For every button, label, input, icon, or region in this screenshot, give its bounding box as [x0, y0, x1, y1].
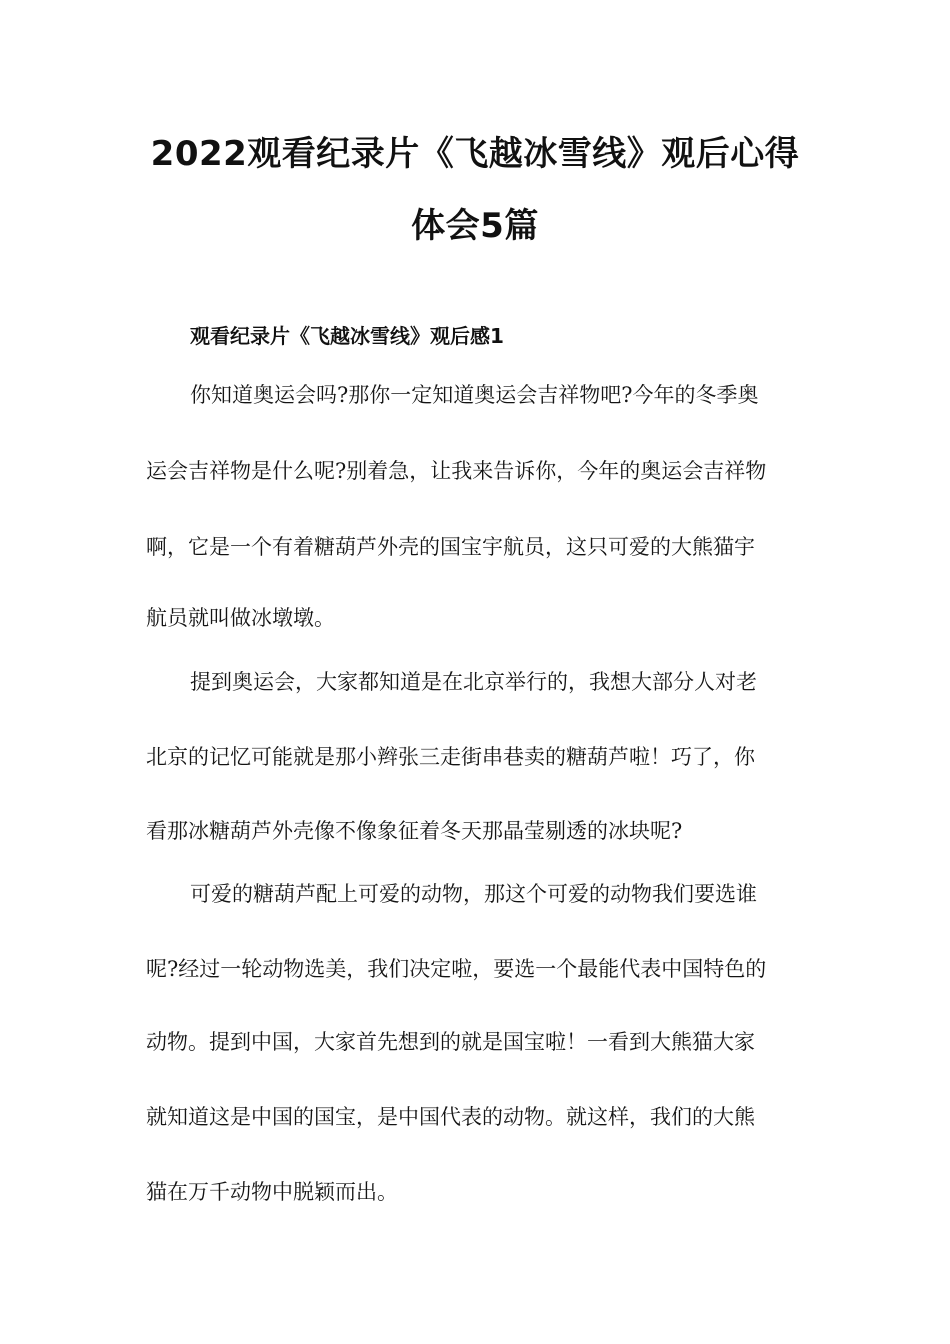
- document-title-line-1: 2022观看纪录片《飞越冰雪线》观后心得: [150, 134, 800, 174]
- paragraph-1-line-3: 啊，它是一个有着糖葫芦外壳的国宝宇航员，这只可爱的大熊猫宇: [146, 535, 755, 559]
- paragraph-3-line-5: 猫在万千动物中脱颖而出。: [146, 1180, 398, 1204]
- document-title-line-2: 体会5篇: [411, 206, 539, 246]
- paragraph-2-line-1: 提到奥运会，大家都知道是在北京举行的，我想大部分人对老: [190, 670, 757, 694]
- paragraph-1-line-1: 你知道奥运会吗?那你一定知道奥运会吉祥物吧?今年的冬季奥: [190, 383, 759, 407]
- paragraph-1-line-4: 航员就叫做冰墩墩。: [146, 606, 335, 630]
- paragraph-3-line-3: 动物。提到中国，大家首先想到的就是国宝啦！一看到大熊猫大家: [146, 1030, 755, 1054]
- paragraph-3-line-2: 呢?经过一轮动物选美，我们决定啦，要选一个最能代表中国特色的: [146, 957, 767, 981]
- paragraph-3-line-1: 可爱的糖葫芦配上可爱的动物，那这个可爱的动物我们要选谁: [190, 882, 757, 906]
- paragraph-2-line-3: 看那冰糖葫芦外壳像不像象征着冬天那晶莹剔透的冰块呢?: [146, 819, 683, 843]
- section-heading: 观看纪录片《飞越冰雪线》观后感1: [190, 324, 504, 348]
- paragraph-1-line-2: 运会吉祥物是什么呢?别着急，让我来告诉你，今年的奥运会吉祥物: [146, 459, 767, 483]
- paragraph-2-line-2: 北京的记忆可能就是那小辫张三走街串巷卖的糖葫芦啦！巧了，你: [146, 745, 755, 769]
- paragraph-3-line-4: 就知道这是中国的国宝，是中国代表的动物。就这样，我们的大熊: [146, 1105, 755, 1129]
